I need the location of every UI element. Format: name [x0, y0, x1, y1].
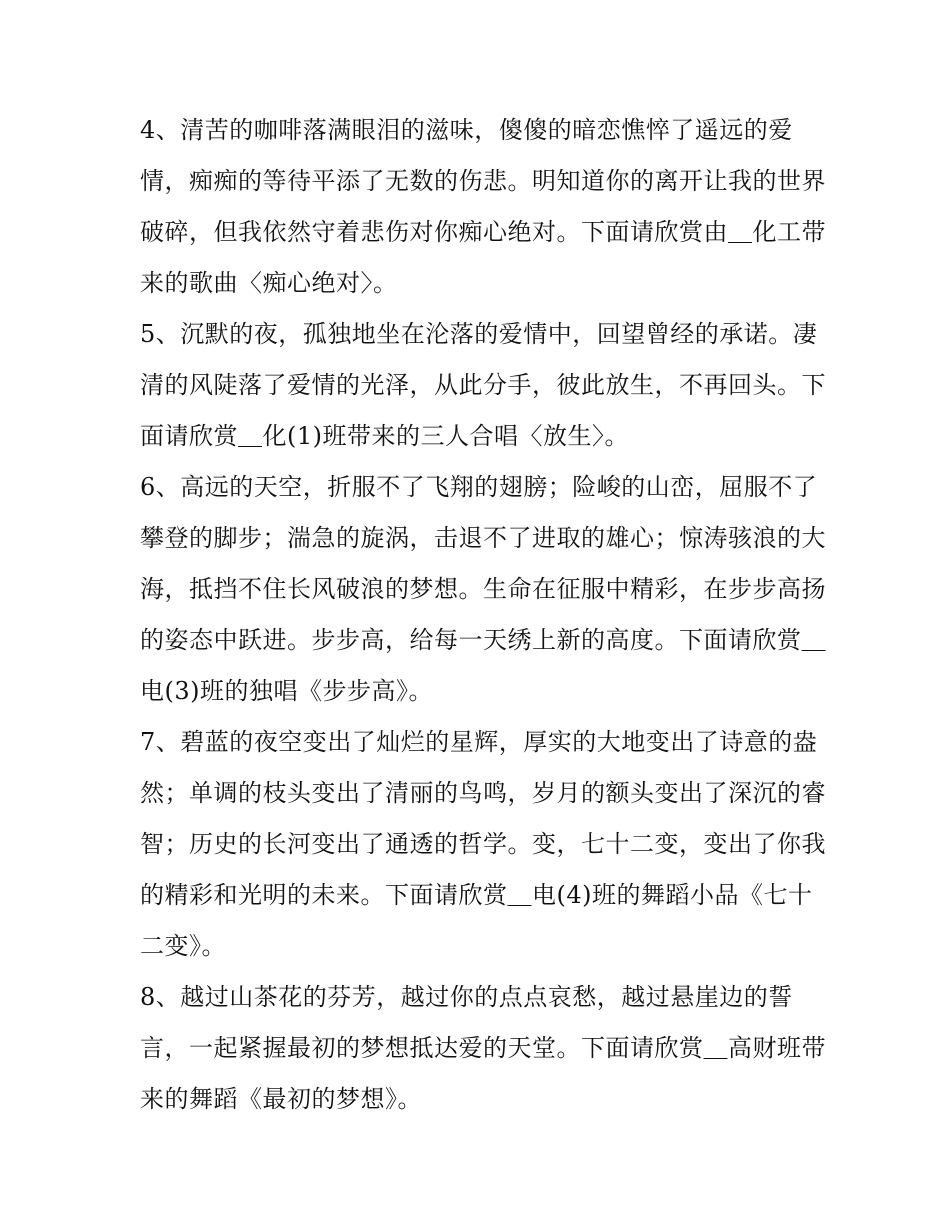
document-body — [140, 105, 830, 1125]
paragraph-4: 4、清苦的咖啡落满眼泪的滋味，傻傻的暗恋憔悴了遥远的爱情，痴痴的等待平添了无数的伤悲。明知道你的离开让我的世界破碎，但我依然守着悲伤对你痴心绝对。下面请欣赏由＿化工带来的歌曲〈痴心绝对〉。 — [140, 116, 826, 297]
paragraph-8: 8、越过山茶花的芬芳，越过你的点点哀愁，越过悬崖边的誓言，一起紧握最初的梦想抵达爱的天堂。下面请欣赏＿高财班带来的舞蹈《最初的梦想》。 — [140, 983, 826, 1113]
paragraph-6: 6、高远的天空，折服不了飞翔的翅膀；险峻的山峦，屈服不了攀登的脚步；湍急的旋涡，击退不了进取的雄心；惊涛骇浪的大海，抵挡不住长风破浪的梦想。生命在征服中精彩，在步步高扬的姿态中跃进。步步高，给每一天绣上新的高度。下面请欣赏＿电(3)班的独唱《步步高》。 — [140, 473, 826, 705]
paragraph-5: 5、沉默的夜，孤独地坐在沦落的爱情中，回望曾经的承诺。凄清的风陡落了爱情的光泽，从此分手，彼此放生，不再回头。下面请欣赏＿化(1)班带来的三人合唱〈放生〉。 — [140, 320, 826, 450]
paragraph-7: 7、碧蓝的夜空变出了灿烂的星辉，厚实的大地变出了诗意的盎然；单调的枝头变出了清丽的鸟鸣，岁月的额头变出了深沉的睿智；历史的长河变出了通透的哲学。变，七十二变，变出了你我的精彩和光明的未来。下面请欣赏＿电(4)班的舞蹈小品《七十二变》。 — [140, 728, 826, 960]
